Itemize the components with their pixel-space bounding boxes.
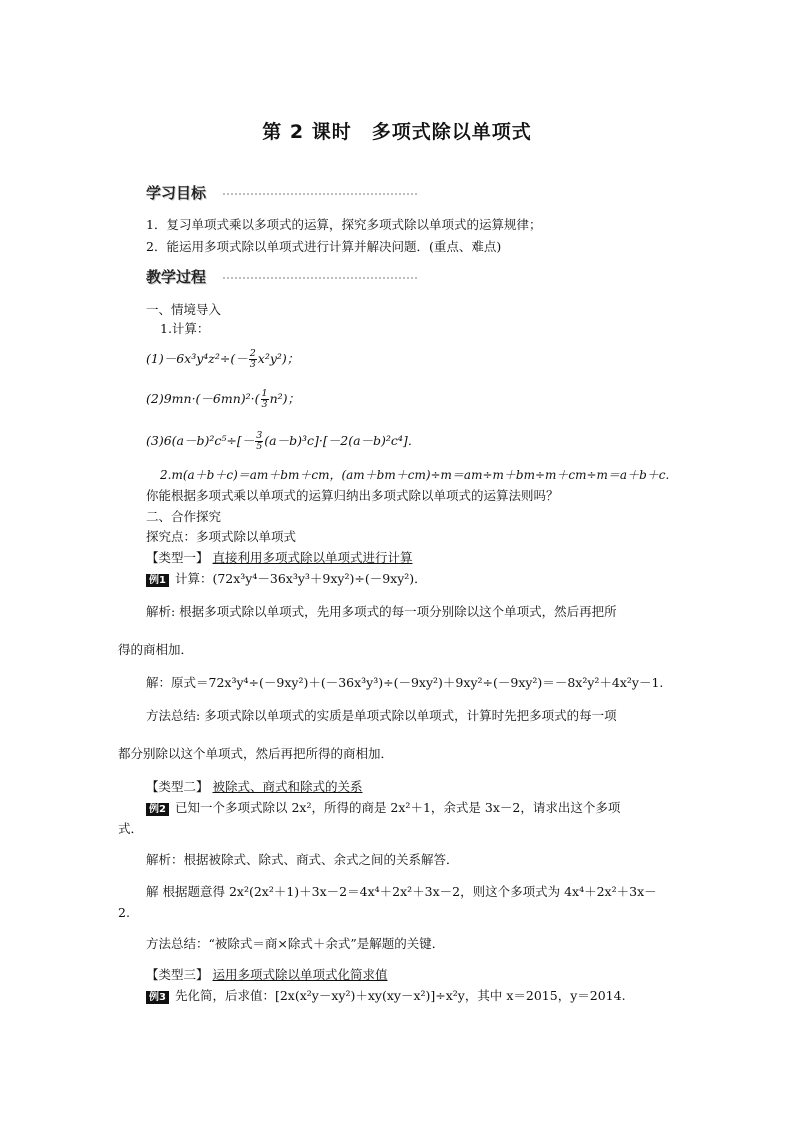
type-3-tag: 【类型三】 — [146, 967, 209, 982]
type-2-analysis: 解析：根据被除式、除式、商式、余式之间的关系解答． — [146, 852, 459, 867]
section-banner-process — [146, 267, 418, 287]
banner-dots — [222, 276, 418, 280]
goal-item: 1．复习单项式乘以多项式的运算，探究多项式除以单项式的运算规律； — [146, 217, 542, 232]
example-3-label: 例3 — [146, 991, 169, 1004]
fraction: $\frac{1}{3}$ — [261, 388, 268, 410]
problem-1-a: (1)－6x³y⁴z²÷(－ — [146, 351, 248, 366]
problem-3 — [146, 431, 420, 452]
problem-3-a: (3)6(a－b)²c⁵÷[－ — [146, 433, 255, 448]
fraction: $\frac{3}{5}$ — [256, 430, 263, 452]
problem-1 — [146, 349, 299, 370]
problem-1-b: x²y²)； — [257, 351, 300, 366]
type-3-name: 运用多项式除以单项式化简求值 — [212, 967, 388, 982]
problem-2 — [146, 389, 300, 410]
intro-question-2: 2.m(a＋b＋c)＝am＋bm＋cm，(am＋bm＋cm)÷m＝am÷m＋bm÷m＋cm÷m＝a＋b＋c. — [160, 468, 670, 482]
example-1 — [146, 571, 427, 587]
type-1-analysis-1: 解析: 根据多项式除以单项式，先用多项式的每一项分别除以这个单项式，然后再把所 — [146, 604, 617, 619]
intro-prompt: 你能根据多项式乘以单项式的运算归纳出多项式除以单项式的运算法则吗？ — [146, 488, 559, 503]
example-2-text-2: 式． — [118, 821, 144, 836]
explore-point: 探究点：多项式除以单项式 — [146, 529, 297, 544]
page-title: 第 2 课时 多项式除以单项式 — [262, 121, 532, 143]
type-2-solution-2: 2. — [118, 905, 130, 920]
banner-dots — [222, 192, 418, 196]
type-2-name: 被除式、商式和除式的关系 — [212, 779, 363, 794]
type-2-heading — [146, 779, 363, 795]
type-3-heading — [146, 967, 388, 983]
type-2-solution-1: 解 根据题意得 2x²(2x²＋1)＋3x－2＝4x⁴＋2x²＋3x－2，则这个多项式为 4x⁴＋2x²＋3x－ — [146, 884, 657, 899]
example-2-text: 已知一个多项式除以 2x²，所得的商是 2x²＋1，余式是 3x－2，请求出这个多项 — [174, 800, 621, 815]
example-3 — [146, 988, 626, 1004]
type-1-analysis-2: 得的商相加． — [118, 642, 194, 657]
example-2-label: 例2 — [146, 803, 169, 816]
problem-2-b: n²)； — [269, 391, 301, 406]
intro-question-1: 1.计算： — [160, 321, 210, 336]
heading-intro: 一、情境导入 — [146, 302, 222, 317]
type-1-name: 直接利用多项式除以单项式进行计算 — [212, 550, 413, 565]
problem-2-a: (2)9mn·(－6mn)²·( — [146, 391, 260, 406]
type-1-solution: 解：原式＝72x³y⁴÷(－9xy²)＋(－36x³y³)÷(－9xy²)＋9xy²÷(－9xy²)＝－8x²y²＋4x²y－1. — [146, 675, 664, 690]
type-1-summary-1: 方法总结: 多项式除以单项式的实质是单项式除以单项式，计算时先把多项式的每一项 — [146, 708, 617, 723]
fraction: $\frac{2}{3}$ — [249, 348, 256, 370]
type-1-tag: 【类型一】 — [146, 550, 209, 565]
type-1-heading — [146, 550, 413, 566]
example-1-text: 计算：(72x³y⁴－36x³y³＋9xy²)÷(－9xy²)． — [174, 571, 427, 586]
section-banner-goals — [146, 183, 418, 203]
section-title-goals: 学习目标 — [146, 184, 207, 202]
section-title-process: 教学过程 — [146, 268, 207, 286]
type-1-summary-2: 都分别除以这个单项式，然后再把所得的商相加． — [118, 746, 394, 761]
type-2-summary: 方法总结：“被除式＝商×除式＋余式”是解题的关键． — [146, 936, 445, 951]
heading-explore: 二、合作探究 — [146, 509, 222, 524]
type-2-tag: 【类型二】 — [146, 779, 209, 794]
problem-3-b: (a－b)³c]·[－2(a－b)²c⁴]． — [264, 433, 421, 448]
example-3-text: 先化简，后求值：[2x(x²y－xy²)＋xy(xy－x²)]÷x²y，其中 x＝2015，y＝2014. — [174, 988, 626, 1003]
example-1-label: 例1 — [146, 574, 169, 587]
goal-item: 2．能运用多项式除以单项式进行计算并解决问题．(重点、难点) — [146, 239, 502, 254]
example-2 — [146, 800, 620, 816]
